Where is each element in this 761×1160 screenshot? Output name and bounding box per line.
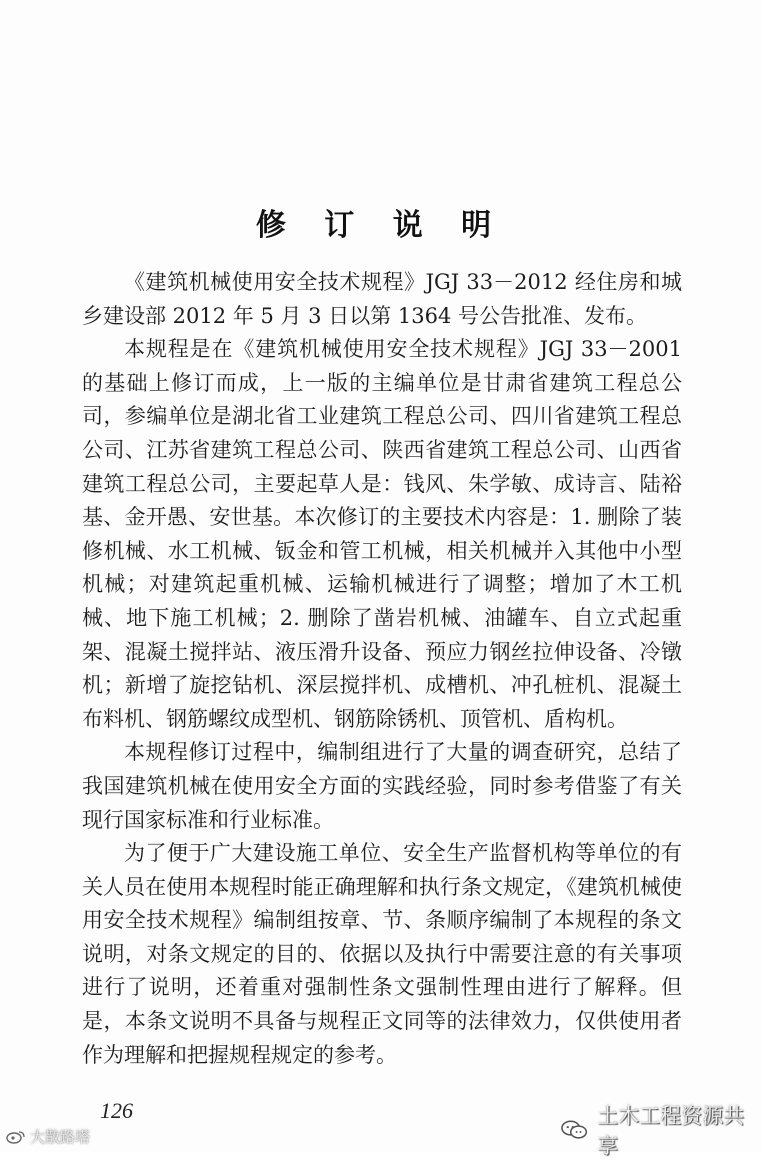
watermark-weibo-label: 大散路塔 [30,1128,91,1146]
page-title: 修 订 说 明 [255,208,506,244]
weibo-icon [6,1130,26,1144]
paragraph-4: 为了便于广大建设施工单位、安全生产监督机构等单位的有关人员在使用本规程时能正确理解和执行条文规定，《建筑机械使用安全技术规程》编制组按章、节、条顺序编制了本规程的条文说明，对条文规定的目的、依据以及执行中需要注意的有关事项进行了说明，还着重对强制性条文强制性理由进行了解释。但是，本条文说明不具备与规程正文同等的法律效力，仅供使用者作为理解和把握规程规定的参考。 [82,841,682,1067]
paragraph-2: 本规程是在《建筑机械使用安全技术规程》JGJ 33－2001 的基础上修订而成，上一版的主编单位是甘肃省建筑工程总公司，参编单位是湖北省工业建筑工程总公司、四川省建筑工程总公司、江苏省建筑工程总公司、陕西省建筑工程总公司、山西省建筑工程总公司，主要起草人是：钱风、朱学敏、成诗言、陆裕基、金开愚、安世基。本次修订的主要技术内容是：1. 删除了装修机械、水工机械、钣金和管工机械，相关机械并入其他中小型机械；对建筑起重机械、运输机械进行了调整；增加了木工机械、地下施工机械；2. 删除了凿岩机械、油罐车、自立式起重架、混凝土搅拌站、液压滑升设备、预应力钢丝拉伸设备、冷镦机；新增了旋挖钻机、深层搅拌机、成槽机、冲孔桩机、混凝土布料机、钢筋螺纹成型机、钢筋除锈机、顶管机、盾构机。 [82,337,682,731]
watermark-account-label: 土木工程资源共享 [597,1104,745,1158]
watermark-weibo [6,1126,90,1147]
page-number: 126 [100,1098,133,1123]
body-text [82,266,682,1072]
watermark-account [560,1100,761,1160]
wechat-icon [560,1119,589,1141]
paragraph-3: 本规程修订过程中，编制组进行了大量的调查研究，总结了我国建筑机械在使用安全方面的实践经验，同时参考借鉴了有关现行国家标准和行业标准。 [82,740,682,832]
paragraph-1: 《建筑机械使用安全技术规程》JGJ 33－2012 经住房和城乡建设部 2012 年 5 月 3 日以第 1364 号公告批准、发布。 [82,270,682,328]
